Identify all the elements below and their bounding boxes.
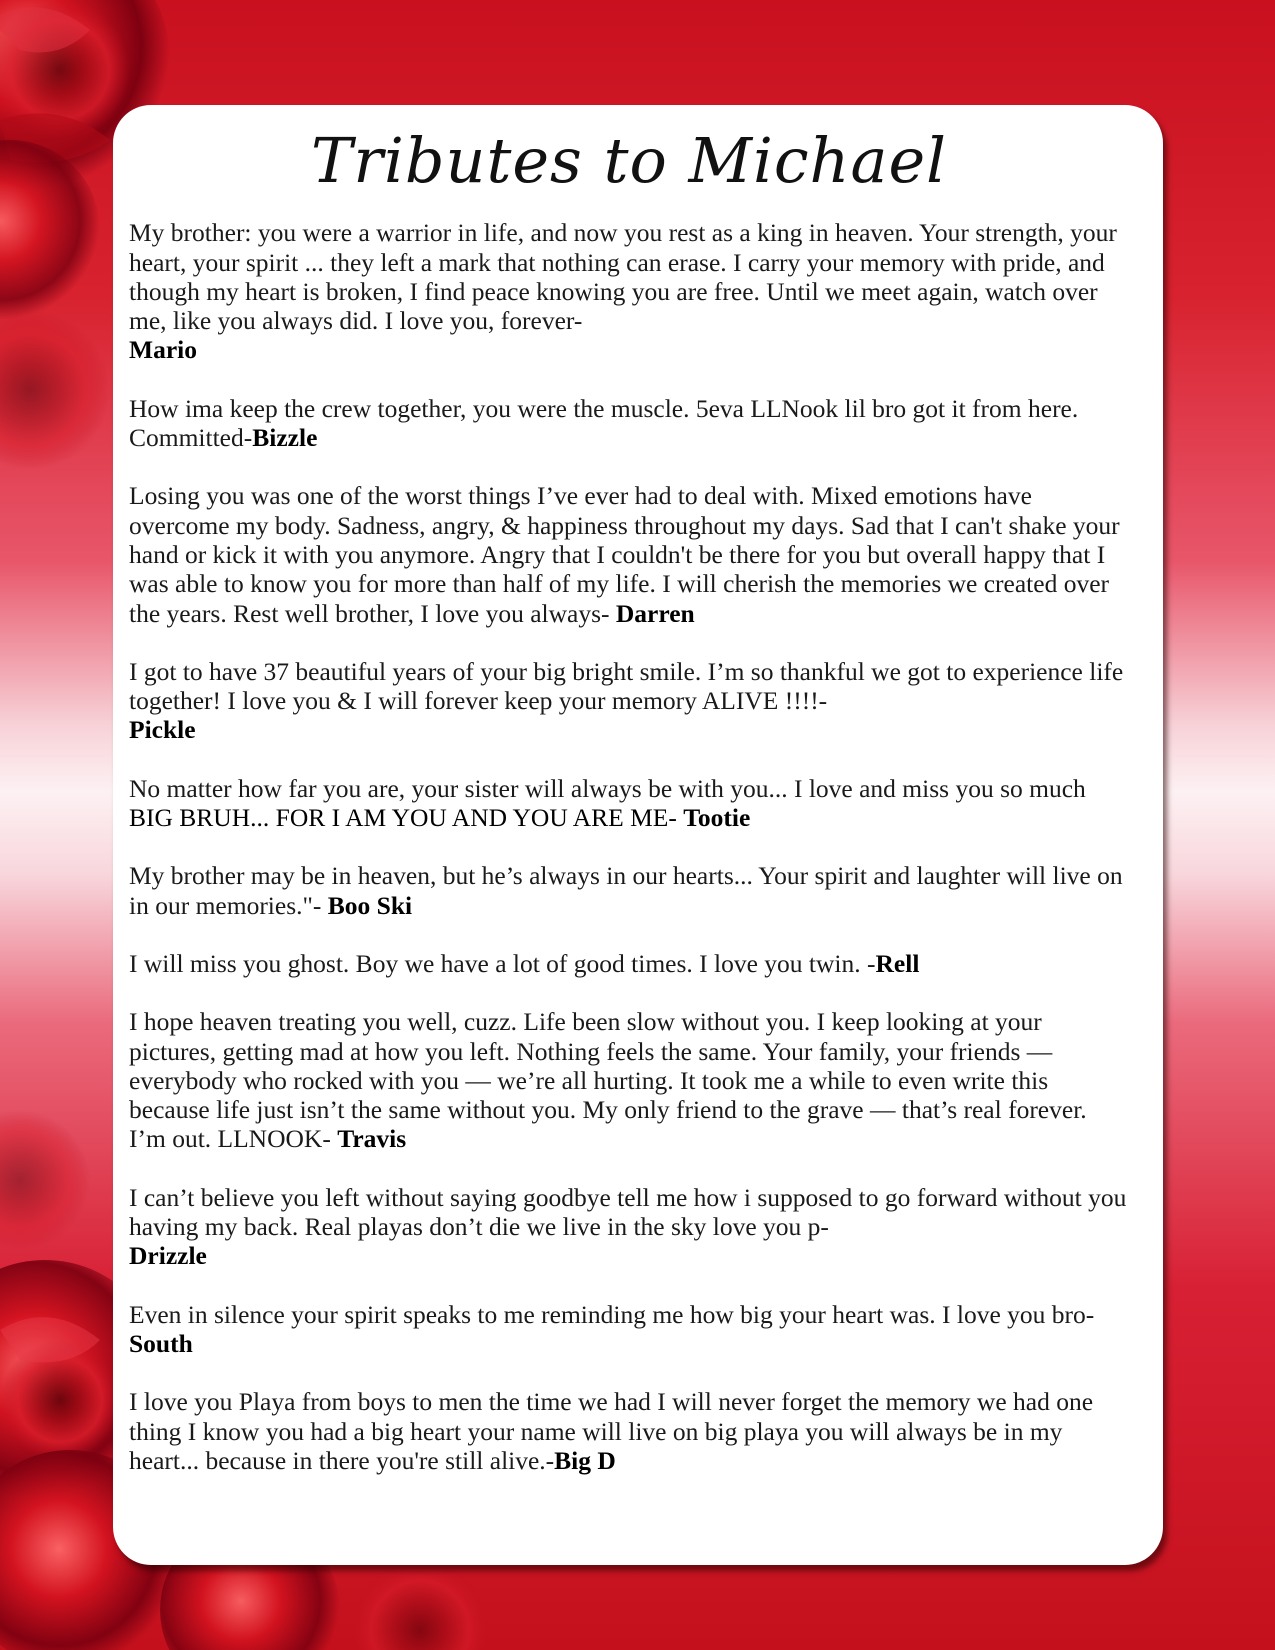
tribute-text: Losing you was one of the worst things I’ve ever had to deal with. Mixed emotions have overcome my body. Sadness, angry, & happiness throughout my days. Sad that I can't shake your hand or kick it with you anymore. Angry that I couldn't be there for you but overall happy that I was able to know you for more than half of my life. I will cherish the memories we created over the years. Rest well brother, I love you always- [129,481,1120,628]
tribute-entry [129,481,1129,627]
tribute-entry [129,861,1129,920]
tribute-author: Bizzle [252,423,318,453]
page-title: Tributes to Michael [311,124,947,197]
tribute-author: Mario [129,335,197,365]
tribute-text: Even in silence your spirit speaks to me reminding me how big your heart was. I love you bro- [129,1299,1095,1329]
tribute-entry [129,1007,1129,1153]
tribute-author: Pickle [129,715,196,745]
tribute-text: How ima keep the crew together, you were the muscle. 5eva LLNook lil bro got it from here. Committed- [129,393,1079,453]
tribute-entry [129,394,1129,453]
tribute-emphasis: BIG BRUH... FOR I AM YOU AND YOU ARE ME- [129,803,684,833]
tribute-author: Drizzle [129,1241,207,1271]
tribute-text: I can’t believe you left without saying goodbye tell me how i supposed to go forward without you having my back. Real playas don’t die we live in the sky love you p- [129,1182,1127,1242]
tribute-author: Tootie [683,803,751,833]
tribute-entry [129,1183,1129,1271]
tribute-text: I love you Playa from boys to men the time we had I will never forget the memory we had one thing I know you had a big heart your name will live on big playa you will always be in my heart... because in there you're still alive.- [129,1387,1094,1475]
tribute-entry [129,657,1129,745]
tribute-entry [129,1387,1129,1475]
tribute-author: Big D [554,1445,616,1475]
tribute-author: South [129,1328,193,1358]
tribute-text: No matter how far you are, your sister will always be with you... I love and miss you so much [129,773,1086,803]
tribute-text: I hope heaven treating you well, cuzz. Life been slow without you. I keep looking at your pictures, getting mad at how you left. Nothing feels the same. Your family, your friends — everybody who rocked with you — we’re all hurting. It took me a while to even write this because life just isn’t the same without you. My only friend to the grave — that’s real forever. I’m out. LLNOOK- [129,1007,1087,1154]
tribute-author: Boo Ski [327,890,413,920]
tribute-author: Darren [615,598,695,628]
tribute-entry [129,218,1129,364]
tribute-author: Travis [337,1124,407,1154]
tribute-text: I will miss you ghost. Boy we have a lot of good times. I love you twin. - [129,948,876,978]
tribute-entry [129,1300,1129,1359]
tribute-text: I got to have 37 beautiful years of your big bright smile. I’m so thankful we got to experience life together! I love you & I will forever keep your memory ALIVE !!!!- [129,656,1124,716]
tributes-card [113,105,1163,1565]
tribute-author: Rell [875,948,920,978]
tribute-entry [129,774,1129,833]
tribute-text: My brother: you were a warrior in life, and now you rest as a king in heaven. Your strength, your heart, your spirit ... they left a mark that nothing can erase. I carry your memory with pride, and though my heart is broken, I find peace knowing you are free. Until we meet again, watch over me, like you always did. I love you, forever- [129,218,1117,336]
tribute-text: My brother may be in heaven, but he’s always in our hearts... Your spirit and laughter will live on in our memories."- [129,861,1123,920]
tribute-entry [129,949,1129,978]
